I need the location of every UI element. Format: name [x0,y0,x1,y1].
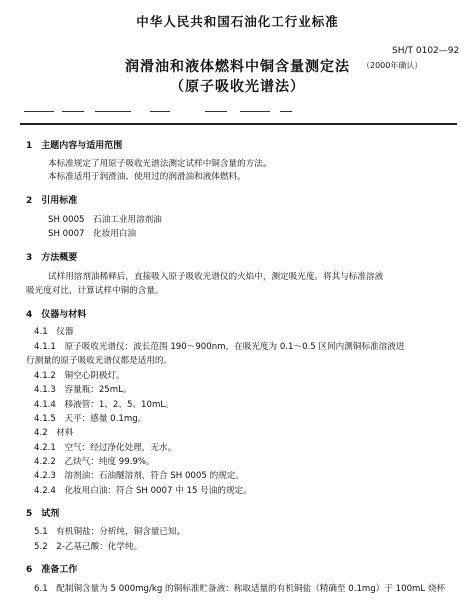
document-subtitle: （原子吸收光谱法） [170,79,305,95]
section-3-line: 试样用溶剂油稀释后，直接吸入原子吸收光谱仪的火焰中，测定吸光度。将其与标准溶液 [48,272,384,282]
section-4-line: 4.1.4 移液管：1、2、5、10mL。 [34,400,174,410]
section-4-line: 4.1.2 铜空心阴极灯。 [34,371,125,381]
section-4-line: 4.2 材料 [34,428,74,438]
standard-org-header: 中华人民共和国石油化工行业标准 [136,14,339,29]
document-title: 润滑油和液体燃料中铜含量测定法 [125,59,350,75]
section-3-heading: 3 方法概要 [26,253,78,263]
section-4-line: 行测量的原子吸收光谱仪都是适用的。 [26,356,173,366]
standard-code: SH/T 0102—92 [392,46,460,56]
section-5-line: 5.2 2-乙基己酸：化学纯。 [34,542,143,552]
section-4-line: 4.1.1 原子吸收光谱仪：波长范围 190～900nm，在吸光度为 0.1～0.5 区间内测铜标准溶液进 [34,342,405,352]
section-1-line: 本标准适用于润滑油、使用过的润滑油和液体燃料。 [48,172,246,182]
section-2-line: SH 0005 石油工业用溶剂油 [48,215,162,225]
section-4-line: 4.2.2 乙炔气：纯度 99.9%。 [34,457,155,467]
section-4-line: 4.2.3 溶剂油：石油醚溶剂，符合 SH 0005 的规定。 [34,471,244,481]
section-6-heading: 6 准备工作 [26,565,78,575]
section-2-heading: 2 引用标准 [26,196,78,206]
section-4-line: 4.1.3 容量瓶：25mL。 [34,385,132,395]
section-1-heading: 1 主题内容与适用范围 [26,141,123,151]
english-title-blur [0,103,475,115]
section-2-line: SH 0007 化妆用白油 [48,229,137,239]
section-4-line: 4.1 仪器 [34,327,74,337]
section-3-line: 吸光度对比，计算试样中铜的含量。 [26,286,164,296]
section-1-line: 本标准规定了用原子吸收光谱法测定试样中铜含量的方法。 [48,159,272,169]
section-4-line: 4.1.5 天平：感量 0.1mg。 [34,414,147,424]
section-5-line: 5.1 有机铜盐：分析纯，铜含量已知。 [34,527,186,537]
section-5-heading: 5 试剂 [26,509,60,519]
section-4-heading: 4 仪器与材料 [26,310,87,320]
confirmation-year-note: （2000年确认） [362,61,423,70]
section-4-line: 4.2.4 化妆用白油：符合 SH 0007 中 15 号油的规定。 [34,486,252,496]
section-4-line: 4.2.1 空气：经过净化处理，无水。 [34,443,177,453]
header-divider [20,123,457,125]
section-6-line: 6.1 配制铜含量为 5 000mg/kg 的铜标准贮备液：称取适量的有机铜盐（精确至 0.1mg）于 100mL 烧杯 [34,584,446,594]
